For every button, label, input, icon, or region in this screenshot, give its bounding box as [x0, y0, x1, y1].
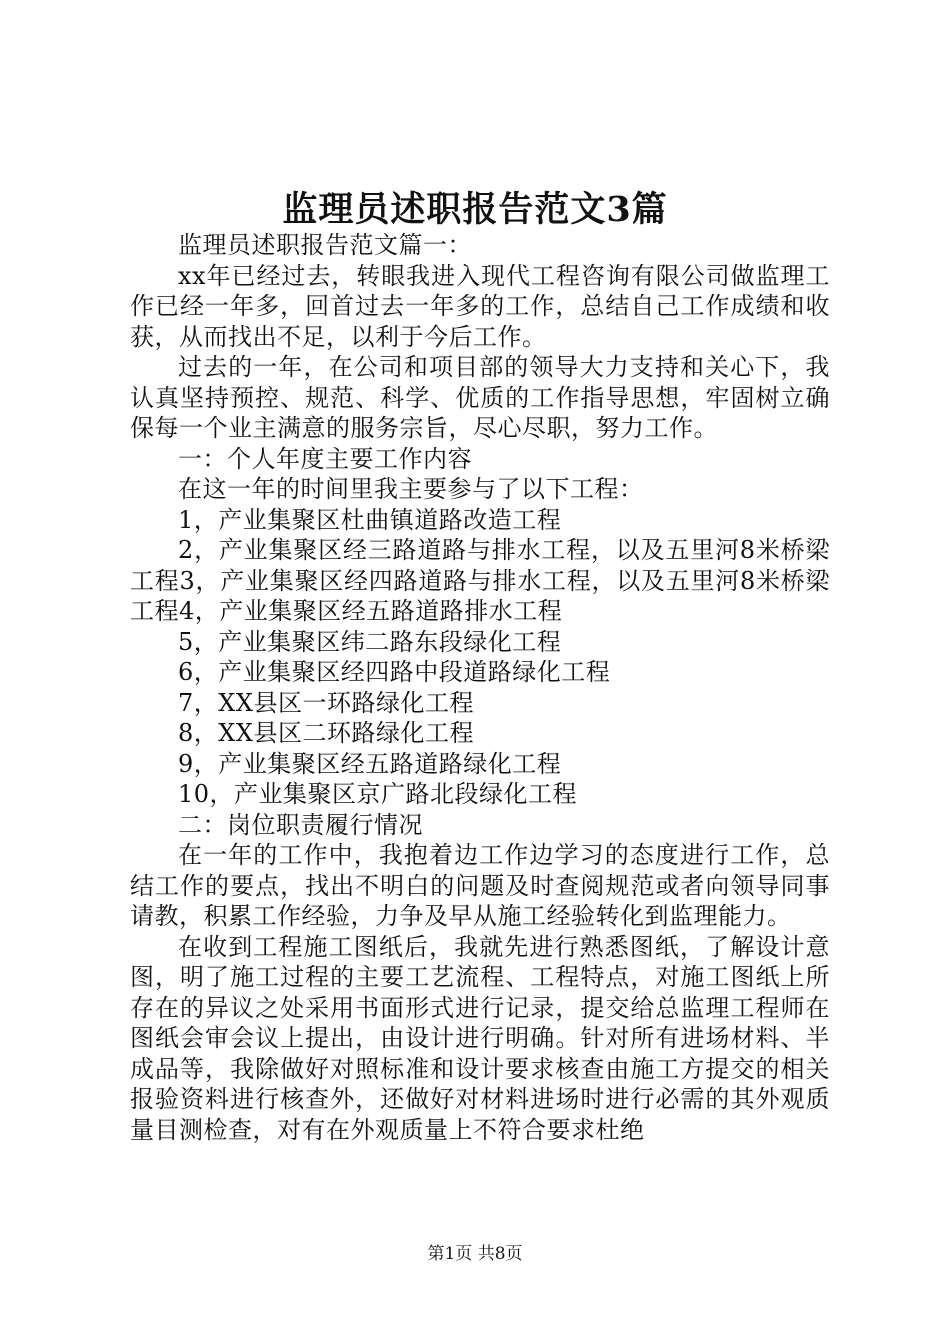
list-item: 8，XX县区二环路绿化工程 — [178, 719, 474, 747]
list-item: 9，产业集聚区经五路道路绿化工程 — [178, 749, 562, 778]
paragraph: 过去的一年，在公司和项目部的领导大力支持和关心下，我认真坚持预控、规范、科学、优质的工作指导思想，牢固树立确保每一个业主满意的服务宗旨，尽心尽职，努力工作。 — [130, 353, 830, 442]
paragraph: 在收到工程施工图纸后，我就先进行熟悉图纸，了解设计意图，明了施工过程的主要工艺流程、工程特点，对施工图纸上所存在的异议之处采用书面形式进行记录，提交给总监理工程师在图纸会审会议上提出，由设计进行明确。针对所有进场材料、半成品等，我除做好对照标准和设计要求核查由施工方提交的相关报验资料进行核查外，还做好对材料进场时进行必需的其外观质量目测检查，对有在外观质量上不符合要求杜绝 — [130, 932, 830, 1144]
list-item: 7，XX县区一环路绿化工程 — [178, 688, 474, 717]
list-item: 2，产业集聚区经三路道路与排水工程，以及五里河8米桥梁工程3，产业集聚区经四路道路与排水工程，以及五里河8米桥梁工程4，产业集聚区经五路道路排水工程 — [130, 536, 830, 625]
list-item: 10，产业集聚区京广路北段绿化工程 — [178, 780, 578, 808]
paragraph: 在一年的工作中，我抱着边工作边学习的态度进行工作，总结工作的要点，找出不明白的问题及时查阅规范或者向领导同事请教，积累工作经验，力争及早从施工经验转化到监理能力。 — [130, 841, 830, 930]
paragraph-heading: 一：个人年度主要工作内容 — [178, 444, 472, 473]
list-item: 5，产业集聚区纬二路东段绿化工程 — [178, 627, 562, 656]
paragraph: xx年已经过去，转眼我进入现代工程咨询有限公司做监理工作已经一年多，回首过去一年多的工作，总结自己工作成绩和收获，从而找出不足，以利于今后工作。 — [130, 261, 830, 351]
paragraph-heading: 二：岗位职责履行情况 — [178, 810, 423, 839]
paragraph-section-heading: 监理员述职报告范文篇一： — [178, 231, 472, 259]
paragraph: 在这一年的时间里我主要参与了以下工程： — [178, 475, 644, 503]
page-footer: 第1页 共8页 — [427, 1244, 523, 1264]
document-title: 监理员述职报告范文3篇 — [282, 189, 668, 230]
document-body — [130, 230, 830, 1145]
list-item: 1，产业集聚区杜曲镇道路改造工程 — [178, 505, 562, 534]
list-item: 6，产业集聚区经四路中段道路绿化工程 — [178, 658, 611, 686]
